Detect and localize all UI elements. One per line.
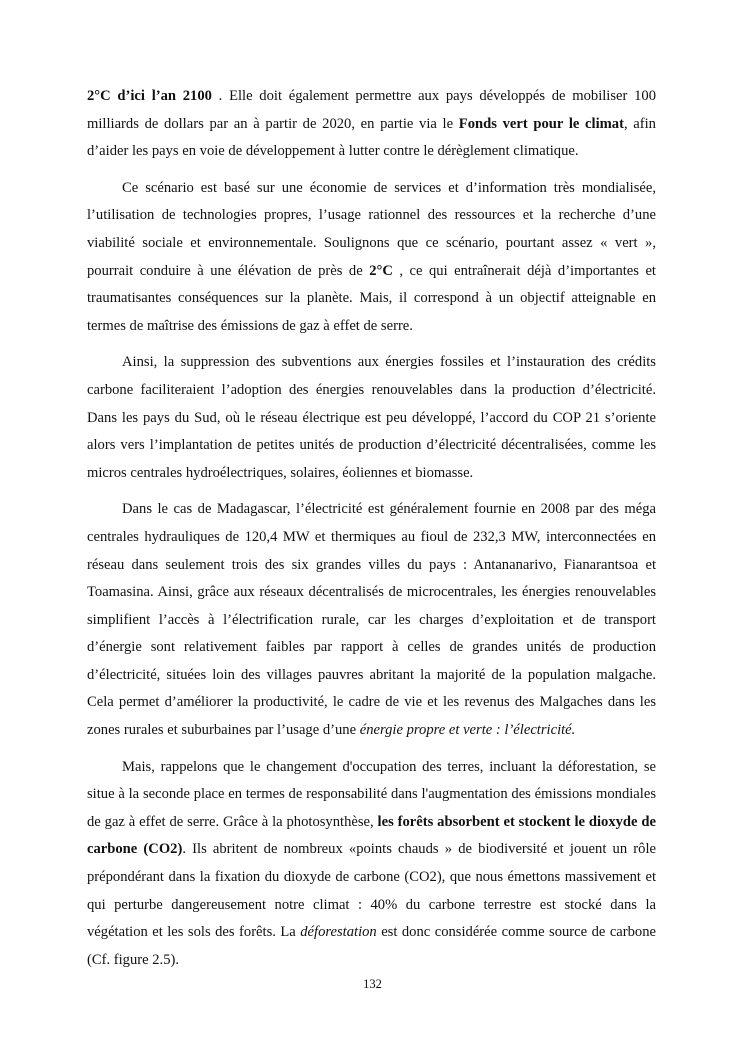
body-text: , afin d’aider les pays en voie de développement à lutter contre le dérèglement climatique. [87, 115, 656, 160]
body-text: est donc considérée comme source de carbone (Cf. figure 2.5). [87, 924, 656, 968]
italic-text: énergie propre et verte : l’électricité. [359, 722, 576, 739]
paragraph-4 [87, 496, 656, 744]
body-text: . Elle doit également permettre aux pays développés de mobiliser 100 milliards de dollars par an à partir de 2020, en partie via le [87, 88, 656, 132]
body-text: , ce qui entraînerait déjà d’importantes et traumatisantes conséquences sur la planète. Mais, il correspond à un objectif atteignable en termes de maîtrise des émissions de gaz à effet de serre. [87, 262, 656, 334]
paragraph-2 [87, 175, 656, 341]
paragraph-5 [87, 754, 656, 975]
page-number: 132 [363, 977, 382, 991]
body-text: Ainsi, la suppression des subventions aux énergies fossiles et l’instauration des crédits carbone faciliteraient l’adoption des énergies renouvelables dans la production d’électricité. Dans les pays du Sud, où le réseau électrique est peu développé, l’accord du COP 21 s’oriente alors vers l’implantation de petites unités de production d’électricité décentralisées, comme les micros centrales hydroélectriques, solaires, éoliennes et biomasse. [87, 354, 656, 481]
bold-text: Fonds vert pour le climat [458, 115, 624, 132]
paragraph-3 [87, 349, 656, 487]
bold-text: 2°C d’ici l’an 2100 [87, 88, 212, 104]
body-text: Dans le cas de Madagascar, l’électricité est généralement fournie en 2008 par des méga centrales hydrauliques de 120,4 MW et thermiques au fioul de 232,3 MW, interconnectées en réseau dans seulement trois des six grandes villes du pays : Antananarivo, Fianarantsoa et Toamasina. Ainsi, grâce aux réseaux décentralisés de microcentrales, les énergies renouvelables simplifient l’accès à l’électrification rurale, car les charges d’exploitation et de transport d’énergie sont relativement faibles par rapport à celles de grandes unités de production d’électricité, situées loin des villages pauvres abritant la majorité de la population malgache. Cela permet d’améliorer la productivité, le cadre de vie et les revenus des Malgaches dans les zones rurales et suburbaines par l’usage d’une [87, 501, 656, 739]
bold-text: les forêts absorbent et stockent le dioxyde de carbone (CO2) [87, 813, 656, 858]
paragraph-1 [87, 83, 656, 166]
document-body [87, 83, 656, 983]
body-text: Mais, rappelons que le changement d'occupation des terres, incluant la déforestation, se situe à la seconde place en termes de responsabilité dans l'augmentation des émissions mondiales de gaz à effet de serre. Grâce à la photosynthèse, [87, 758, 656, 830]
body-text: Ce scénario est basé sur une économie de services et d’information très mondialisée, l’utilisation de technologies propres, l’usage rationnel des ressources et la recherche d’une viabilité sociale et environnementale. Soulignons que ce scénario, pourtant assez « vert », pourrait conduire à une élévation de près de [87, 179, 656, 279]
bold-text: 2°C [369, 262, 393, 279]
italic-text: déforestation [300, 924, 377, 941]
body-text: . Ils abritent de nombreux «points chauds » de biodiversité et jouent un rôle prépondérant dans la fixation du dioxyde de carbone (CO2), que nous émettons massivement et qui perturbe dangereusement notre climat : 40% du carbone terrestre est stocké dans la végétation et les sols des forêts. La [87, 841, 656, 941]
